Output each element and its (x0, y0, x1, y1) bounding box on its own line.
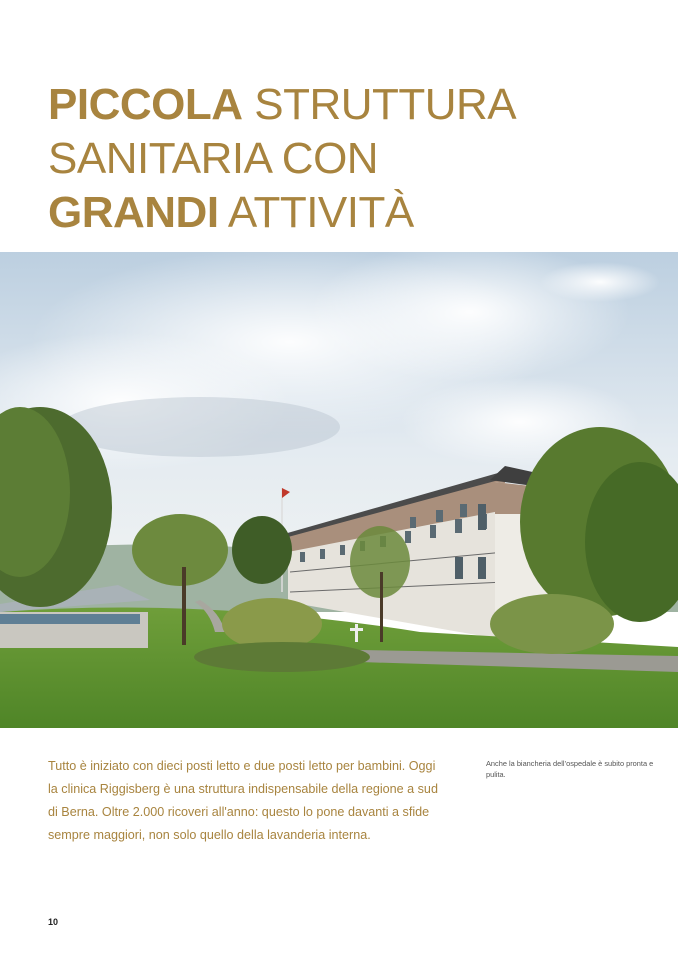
headline-word-grandi: GRANDI (48, 188, 219, 237)
intro-paragraph: Tutto è iniziato con dieci posti letto e due posti letto per bambini. Oggi la clinica Riggisberg è una struttura indispensabile della regione a sud di Berna. Oltre 2.000 ricoveri all'anno: questo lo pone davanti a sfide sempre maggiori, non solo quello della lavanderia interna. (48, 759, 438, 842)
headline-line-1 (48, 78, 648, 132)
page-number: 10 (48, 917, 59, 927)
headline-word-struttura: STRUTTURA (242, 80, 517, 129)
page-headline (48, 78, 648, 240)
headline-line-2: SANITARIA CON (48, 134, 379, 183)
hospital-photo (0, 252, 678, 728)
headline-line-3 (48, 186, 648, 240)
headline-word-piccola: PICCOLA (48, 80, 243, 129)
headline-word-attivita: ATTIVITÀ (218, 188, 414, 237)
photo-caption: Anche la biancheria dell’ospedale è subito pronta e pulita. (486, 759, 654, 779)
hospital-photo-illustration (0, 252, 678, 728)
